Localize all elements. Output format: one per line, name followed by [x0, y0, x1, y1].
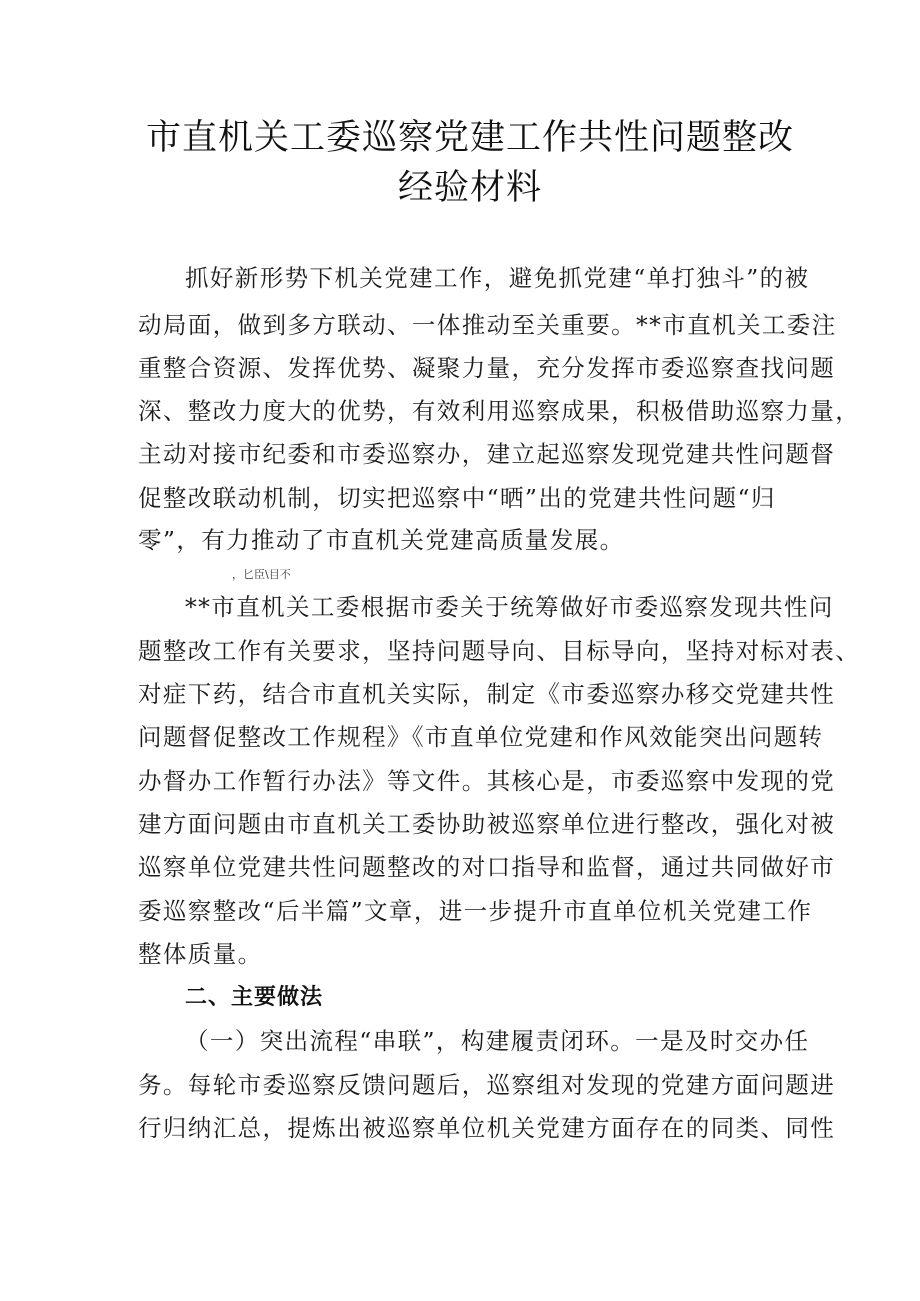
paragraph-2-line: 题整改工作有关要求，坚持问题导向、目标导向，坚持对标对表、 [138, 637, 861, 665]
paragraph-1-line: 促整改联动机制，切实把巡察中“晒”出的党建共性问题“归 [138, 484, 776, 512]
paragraph-2-line: 办督办工作暂行办法》等文件。其核心是，市委巡察中发现的党 [138, 767, 836, 795]
paragraph-2-line: 对症下药，结合市直机关实际，制定《市委巡察办移交党建共性 [138, 680, 836, 708]
paragraph-1-line: 主动对接市纪委和市委巡察办，建立起巡察发现党建共性问题督 [138, 440, 836, 468]
paragraph-1-line: 重整合资源、发挥优势、凝聚力量，充分发挥市委巡察查找问题 [138, 354, 836, 382]
paragraph-1-line: 深、整改力度大的优势，有效利用巡察成果，积极借助巡察力量， [138, 397, 861, 425]
section-heading: 二、主要做法 [185, 985, 324, 1010]
paragraph-2-line: 委巡察整改“后半篇”文章，进一步提升市直单位机关党建工作 [138, 897, 813, 925]
scan-artifact-text: ，匕臣\目不 [232, 568, 291, 581]
document-title-line-1: 市直机关工委巡察党建工作共性问题整改 [145, 118, 794, 158]
paragraph-2-line: 巡察单位党建共性问题整改的对口指导和监督，通过共同做好市 [138, 853, 836, 881]
paragraph-1-line: 零”，有力推动了市直机关党建高质量发展。 [138, 526, 625, 554]
document-title-line-2: 经验材料 [397, 168, 542, 208]
paragraph-1-line: 动局面，做到多方联动、一体推动至关重要。**市直机关工委注 [138, 311, 837, 339]
paragraph-2-line: 问题督促整改工作规程》《市直单位党建和作风效能突出问题转 [138, 723, 824, 751]
paragraph-3-line: 务。每轮市委巡察反馈问题后，巡察组对发现的党建方面问题进 [138, 1071, 836, 1099]
paragraph-3-line: 行归纳汇总，提炼出被巡察单位机关党建方面存在的同类、同性 [138, 1114, 836, 1142]
paragraph-2-line: **市直机关工委根据市委关于统筹做好市委巡察发现共性问 [185, 593, 834, 621]
paragraph-2-line: 建方面问题由市直机关工委协助被巡察单位进行整改，强化对被 [138, 810, 836, 838]
paragraph-1-line: 抓好新形势下机关党建工作，避免抓党建“单打独斗”的被 [185, 264, 810, 292]
paragraph-3-line: （一）突出流程“串联”，构建履责闭环。一是及时交办任 [185, 1027, 810, 1055]
paragraph-2-line: 整体质量。 [138, 940, 263, 968]
